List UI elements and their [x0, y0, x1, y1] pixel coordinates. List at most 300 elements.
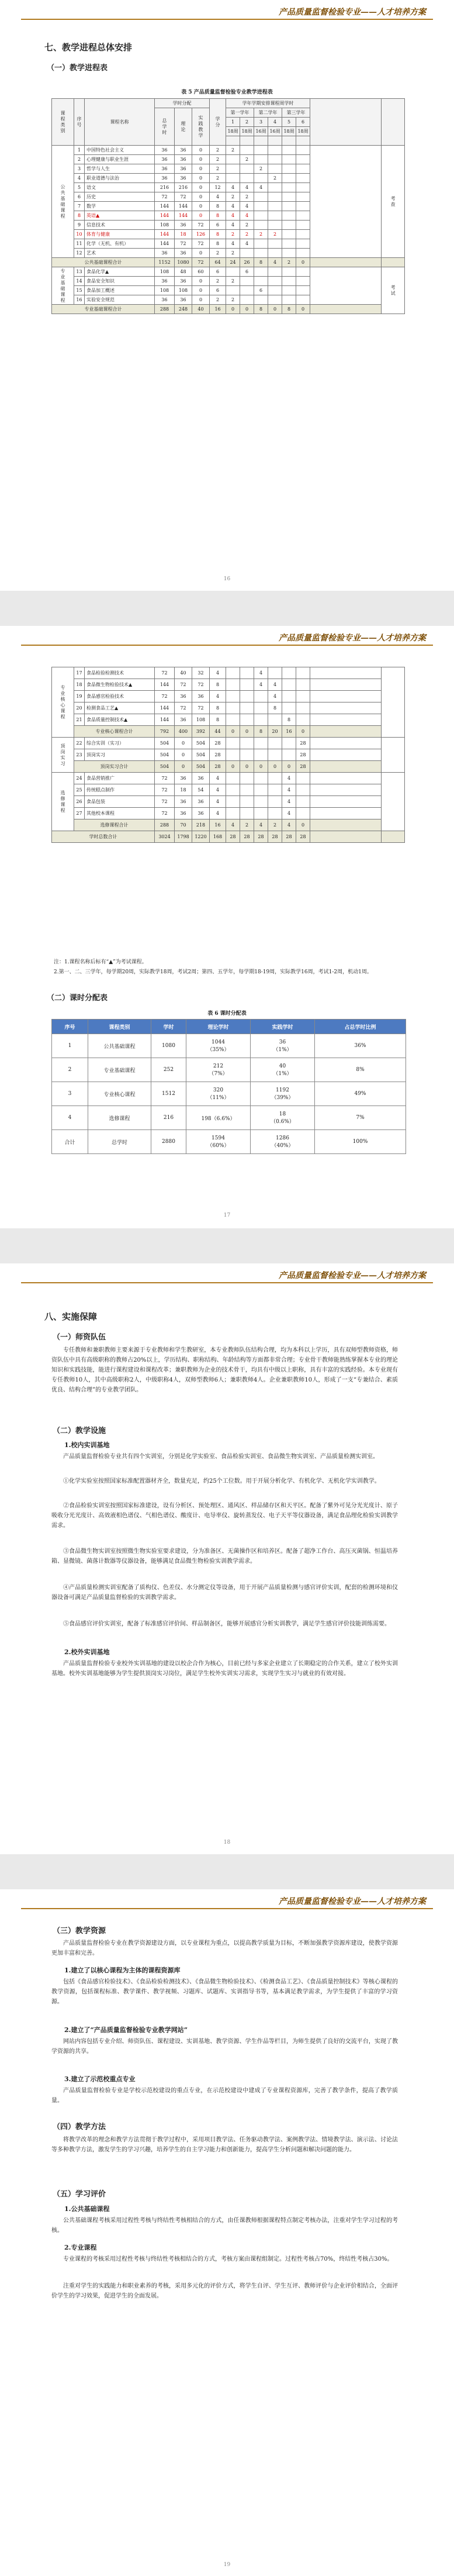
subtotal-cell: 0	[296, 305, 310, 314]
course-name: 体育与健康	[85, 230, 155, 239]
table-cell: 72	[192, 239, 210, 249]
table-cell	[282, 174, 296, 183]
category-cell: 专业基础课程	[52, 267, 74, 305]
table-cell: 72	[155, 796, 175, 808]
table-cell	[254, 174, 268, 183]
blank-cell	[310, 702, 382, 714]
table-cell: 4	[282, 796, 296, 808]
subtotal-cell: 专业核心课程合计	[74, 726, 155, 738]
table-cell: 6	[210, 267, 226, 277]
table-cell	[240, 749, 254, 761]
table-cell: 0	[192, 202, 210, 211]
subsection-evaluation: （五）学习评价	[53, 2190, 106, 2199]
t6-row	[52, 1106, 406, 1130]
table-cell: 504	[192, 749, 210, 761]
header-rule	[21, 19, 433, 20]
table-cell	[268, 784, 282, 796]
table-cell: 19	[74, 691, 85, 702]
table-cell: 144	[155, 714, 175, 726]
grand-total-cell: 28	[254, 831, 268, 843]
table-cell: 2	[268, 230, 282, 239]
table-cell	[240, 679, 254, 691]
course-name: 信息技术	[85, 221, 155, 230]
table-cell: 36	[175, 277, 192, 286]
course-name: 综合实训（实习）	[85, 738, 155, 749]
grand-total-cell: 28	[296, 831, 310, 843]
table-cell: 144	[175, 211, 192, 221]
quality-lab-paragraph: ④产品质量检测实训室配备了质构仪、色差仪、水分测定仪等设备，用于开展产品质量检测与感官评价实训，配套的检测环境和仪器设备可满足产品质量监督检验的实训教学需求。	[51, 1585, 398, 1601]
table-header-row	[52, 99, 405, 108]
table-cell: 25	[74, 784, 85, 796]
table-cell	[268, 146, 282, 155]
table-cell: 14	[74, 277, 85, 286]
table-row	[52, 691, 405, 702]
page-number: 18	[223, 1840, 231, 1845]
public-course-eval-heading: 1.公共基础课程	[64, 2205, 110, 2213]
table-row	[52, 146, 405, 155]
subtotal-cell: 24	[226, 258, 240, 267]
table-cell: 2	[254, 230, 268, 239]
subtotal-cell: 1152	[155, 258, 175, 267]
header-rule	[21, 1908, 433, 1909]
course-name: 其他校本课程	[85, 808, 155, 819]
table-cell: 36	[175, 174, 192, 183]
t6-cell: 公共基础课程	[88, 1034, 151, 1058]
grand-total-cell: 1220	[192, 831, 210, 843]
table-cell	[226, 784, 240, 796]
table-cell	[268, 155, 282, 164]
table-cell: 2	[210, 249, 226, 258]
table-cell	[254, 211, 268, 221]
table-cell	[282, 277, 296, 286]
subtotal-cell: 0	[296, 819, 310, 831]
page-number: 19	[223, 2562, 231, 2568]
table-cell: 4	[210, 784, 226, 796]
course-name: 实验安全规范	[85, 295, 155, 305]
page-gap	[0, 1228, 454, 1263]
section-7-title: 七、教学进程总体安排	[44, 42, 133, 53]
subtotal-row	[52, 258, 405, 267]
table-cell: 4	[226, 183, 240, 192]
table-cell	[240, 691, 254, 702]
table-cell: 0	[175, 738, 192, 749]
header-weeks: 18周	[240, 127, 254, 136]
micro-lab-paragraph: ③食品微生物实训室按照微生物实验室要求建设，分为准备区、无菌操作区和培养区。配备了超净工作台、高压灭菌锅、恒温培养箱、显微镜、菌落计数器等仪器设备，能够满足食品微生物检验实训教学需求。	[51, 1548, 398, 1565]
table-cell	[254, 221, 268, 230]
table-cell: 144	[155, 679, 175, 691]
table-note-1: 注：1.课程名称后标有“▲”为考试课程。	[54, 959, 147, 965]
table-cell: 2	[226, 295, 240, 305]
subtotal-cell: 0	[226, 761, 240, 773]
course-name: 食品检验检测技术	[85, 667, 155, 679]
t6-cell: 专业核心课程	[88, 1082, 151, 1106]
table-cell: 8	[282, 714, 296, 726]
table-cell: 28	[210, 738, 226, 749]
table-row	[52, 808, 405, 819]
table-cell: 4	[254, 183, 268, 192]
resource-library-paragraph: 包括《食品感官检验技术》、《食品检验检测技术》、《食品微生物检验技术》、《检测食品工艺》、《食品质量控制技术》等核心课程的教学资源，包括课程标准、教学课件、教学视频、习题库、试题库、实训指导书等，基本满足教学需求，为学生提供了丰富的学习资源。	[51, 1979, 398, 2005]
table-cell: 72	[155, 667, 175, 679]
t6-cell: 216	[151, 1106, 186, 1130]
subtotal-cell: 选修课程合计	[74, 819, 155, 831]
subtotal-cell: 288	[155, 819, 175, 831]
table-cell	[254, 691, 268, 702]
blank-cell	[310, 146, 382, 258]
pro-course-eval-heading: 2.专业课程	[64, 2244, 97, 2251]
assessment-cell: 考试	[382, 267, 405, 314]
t6-cell: 100%	[315, 1130, 406, 1154]
course-name: 食品营销推广	[85, 773, 155, 784]
t6-cell: 18 （0.6%）	[251, 1106, 315, 1130]
table-cell: 2	[210, 295, 226, 305]
table-cell	[282, 702, 296, 714]
table-cell	[268, 796, 282, 808]
table-cell: 40	[175, 667, 192, 679]
table-cell	[240, 174, 254, 183]
subtotal-cell: 0	[175, 761, 192, 773]
table-cell: 28	[296, 738, 310, 749]
table-row	[52, 702, 405, 714]
faculty-paragraph: 专任教师和兼职教师主要来源于专业教师和学生教研室，本专业教师队伍结构合理，均为本科以上学历，具有双师型教师资格，师资队伍中具有高级职称的教师占20%以上，学历结构、职称结构、年龄结构等方面都非常合理；专业骨干教师能熟练掌握本专业的理论知识和实践技能，能进行课程建设和课程改革；兼职教师为企业的技术骨干，均具有中级以上职称，具有丰富的实践经验。本专业现有专任教师10人，其中高级职称2人，中级职称4人，双师型教师6人；兼职教师4人。企业兼职教师10人，形成了一支“专兼结合、素质优良、结构合理”的专业教学团队。	[51, 1347, 398, 1393]
blank-cell	[310, 819, 382, 831]
t6-cell: 8%	[315, 1058, 406, 1082]
subtotal-cell: 72	[192, 258, 210, 267]
subtotal-cell: 1080	[175, 258, 192, 267]
subtotal-cell: 4	[254, 819, 268, 831]
blank-cell	[310, 749, 382, 761]
blank-cell	[310, 784, 382, 796]
subtotal-cell: 20	[268, 726, 282, 738]
table-cell: 126	[192, 230, 210, 239]
table-cell: 4	[226, 239, 240, 249]
table-cell	[296, 679, 310, 691]
page-gap	[0, 1854, 454, 1889]
blank-cell	[310, 691, 382, 702]
table-note-2: 2.第一、二、三学年，每学期20周，实际教学18周，考试2周；第四、五学年，每学期18-19周，实际教学16周，考试1-2周，机动1周。	[54, 969, 372, 975]
subtotal-cell: 0	[282, 761, 296, 773]
header-spacer	[240, 136, 254, 146]
grand-total-cell: 168	[210, 831, 226, 843]
subtotal-cell: 8	[254, 305, 268, 314]
table-cell: 8	[210, 230, 226, 239]
subtotal-cell: 28	[296, 761, 310, 773]
header-theory: 理论	[175, 108, 192, 146]
subtotal-row	[52, 819, 405, 831]
table-cell: 9	[74, 221, 85, 230]
table-cell	[282, 221, 296, 230]
food-test-lab-paragraph: ②食品检验实训室按照国家标准建设，设有分析区、预处理区、通风区、样品储存区和天平区。配备了紫外可见分光光度计、原子吸收分光光度计、高效液相色谱仪、气相色谱仪、酸度计、电导率仪、旋转蒸发仪、电子天平等仪器设备，满足食品理化检验实训教学需求。	[51, 1503, 398, 1529]
running-header: 产品质量监督检验专业——人才培养方案	[279, 1897, 426, 1906]
table-cell: 60	[192, 267, 210, 277]
assessment-cell	[382, 738, 405, 773]
grand-total-row	[52, 831, 405, 843]
blank-cell	[310, 714, 382, 726]
table-cell: 8	[268, 702, 282, 714]
table-cell: 5	[74, 183, 85, 192]
category-cell: 公共基础课程	[52, 146, 74, 258]
running-header: 产品质量监督检验专业——人才培养方案	[279, 1271, 426, 1280]
table-cell: 36	[175, 295, 192, 305]
header-practice: 实践教学	[192, 108, 210, 146]
page-16	[0, 0, 454, 591]
table-cell	[296, 221, 310, 230]
t6-cell: 7%	[315, 1106, 406, 1130]
table-cell: 15	[74, 286, 85, 295]
course-name: 顶岗实习	[85, 749, 155, 761]
table-cell: 18	[175, 230, 192, 239]
table-cell: 2	[210, 164, 226, 174]
table-cell: 36	[155, 155, 175, 164]
subtotal-cell: 0	[254, 761, 268, 773]
pro-course-eval-paragraph: 专业课程的考核采用过程性考核与终结性考核相结合的方式，考核方案由课程组制定。过程性考核占70%，终结性考核占30%。	[63, 2256, 393, 2262]
table-cell	[254, 773, 268, 784]
table-cell: 11	[74, 239, 85, 249]
page-gap	[0, 591, 454, 626]
subsection-resources: （三）教学资源	[53, 1927, 106, 1936]
subtotal-cell: 8	[254, 726, 268, 738]
table-cell	[268, 738, 282, 749]
table-cell: 8	[210, 202, 226, 211]
table-cell: 6	[74, 192, 85, 202]
subtotal-cell: 8	[282, 305, 296, 314]
table-cell	[296, 784, 310, 796]
table-cell: 36	[175, 249, 192, 258]
t6-cell: 合计	[52, 1130, 88, 1154]
table-cell: 4	[282, 784, 296, 796]
table-row	[52, 679, 405, 691]
table-cell: 72	[155, 773, 175, 784]
subtotal-cell: 0	[268, 305, 282, 314]
table-cell	[282, 192, 296, 202]
table-cell	[254, 192, 268, 202]
course-name: 食品化学▲	[85, 267, 155, 277]
table-cell: 4	[210, 192, 226, 202]
table-cell: 23	[74, 749, 85, 761]
blank-cell	[310, 831, 382, 843]
resource-library-heading: 1.建立了以核心课程为主体的课程资源库	[64, 1967, 181, 1974]
course-name: 哲学与人生	[85, 164, 155, 174]
t6-header-cell: 实践学时	[251, 1020, 315, 1034]
subtotal-cell: 16	[210, 305, 226, 314]
subtotal-cell: 4	[268, 258, 282, 267]
t6-cell: 2	[52, 1058, 88, 1082]
table-cell: 4	[210, 691, 226, 702]
table6-caption: 表 6 课时分配表	[207, 1011, 247, 1017]
t6-cell: 选修课程	[88, 1106, 151, 1130]
table-cell: 8	[210, 679, 226, 691]
category-cell: 顶岗实习	[52, 738, 74, 773]
table-cell: 4	[210, 796, 226, 808]
page-19	[0, 1889, 454, 2576]
table-cell	[226, 164, 240, 174]
website-paragraph: 网站内容包括专业介绍、师资队伍、课程建设、实训基地、教学资源、学生作品等栏目，为师生提供了良好的交流平台，实现了教学资源的共享。	[51, 2038, 398, 2055]
table-cell: 4	[226, 221, 240, 230]
table-cell: 2	[268, 174, 282, 183]
course-name: 传统糕点制作	[85, 784, 155, 796]
table-cell	[268, 773, 282, 784]
table-cell: 0	[192, 277, 210, 286]
subtotal-cell: 16	[282, 726, 296, 738]
table-cell	[268, 164, 282, 174]
table-cell	[296, 267, 310, 277]
header-weeks: 18周	[282, 127, 296, 136]
header-spacer	[226, 136, 240, 146]
table-cell: 2	[226, 230, 240, 239]
subtotal-cell: 0	[268, 761, 282, 773]
table-cell: 7	[74, 202, 85, 211]
table-cell: 6	[240, 267, 254, 277]
table-cell	[268, 286, 282, 295]
table-cell: 2	[226, 249, 240, 258]
subtotal-cell: 2	[268, 819, 282, 831]
table-cell	[268, 714, 282, 726]
table-cell: 18	[175, 784, 192, 796]
header-spacer	[282, 136, 296, 146]
subtotal-cell: 0	[296, 258, 310, 267]
table-cell: 4	[282, 773, 296, 784]
table-cell: 27	[74, 808, 85, 819]
table-cell: 2	[240, 155, 254, 164]
blank-cell	[382, 258, 405, 267]
table-cell: 108	[155, 267, 175, 277]
table-cell	[296, 174, 310, 183]
subsection-facilities: （二）教学设施	[53, 1427, 106, 1435]
t6-row	[52, 1034, 406, 1058]
table-cell: 2	[240, 221, 254, 230]
table-cell	[240, 714, 254, 726]
table-cell: 0	[192, 146, 210, 155]
table-cell	[226, 155, 240, 164]
table-cell: 36	[192, 691, 210, 702]
course-name: 检测食品工艺▲	[85, 702, 155, 714]
table-cell	[296, 183, 310, 192]
course-name: 语文	[85, 183, 155, 192]
table-cell: 4	[268, 691, 282, 702]
table-cell	[268, 267, 282, 277]
t6-cell: 1192 （39%）	[251, 1082, 315, 1106]
teaching-progress-table-cont	[51, 667, 405, 843]
teaching-progress-table	[51, 98, 405, 314]
subtotal-cell: 公共基础课程合计	[52, 258, 155, 267]
course-name: 艺术	[85, 249, 155, 258]
subtotal-cell: 0	[240, 305, 254, 314]
header-semester: 1	[226, 118, 240, 127]
table-cell: 504	[155, 749, 175, 761]
table-cell: 144	[155, 239, 175, 249]
header-total: 总学时	[155, 108, 175, 146]
table-cell	[268, 202, 282, 211]
table-cell: 36	[155, 249, 175, 258]
table-cell: 2	[226, 192, 240, 202]
table-cell: 12	[210, 183, 226, 192]
page-number: 16	[223, 576, 231, 582]
course-name: 食品感官检验技术	[85, 691, 155, 702]
table-cell	[282, 691, 296, 702]
table-cell	[296, 164, 310, 174]
table-cell	[240, 164, 254, 174]
table-cell: 4	[254, 679, 268, 691]
table-cell: 144	[155, 702, 175, 714]
table-cell	[282, 239, 296, 249]
subsection-methods: （四）教学方法	[53, 2123, 106, 2131]
header-spacer	[296, 136, 310, 146]
table-cell	[296, 249, 310, 258]
resources-intro: 产品质量监督检验专业在教学资源建设方面，以专业课程为重点，以提高教学质量为目标，不断加强教学资源库建设，使教学资源更加丰富和完善。	[51, 1940, 398, 1957]
table-cell: 2	[210, 155, 226, 164]
subtotal-cell: 70	[175, 819, 192, 831]
table-cell	[282, 679, 296, 691]
table-cell	[296, 714, 310, 726]
table-cell: 36	[155, 164, 175, 174]
subtotal-cell: 4	[226, 819, 240, 831]
course-name: 中国特色社会主义	[85, 146, 155, 155]
table-cell: 32	[192, 667, 210, 679]
table-cell	[296, 277, 310, 286]
table-cell	[254, 749, 268, 761]
table-cell: 216	[155, 183, 175, 192]
subtotal-cell: 专业基础课程合计	[52, 305, 155, 314]
t6-cell: 总学时	[88, 1130, 151, 1154]
table-cell: 8	[210, 714, 226, 726]
table-cell: 72	[155, 784, 175, 796]
table5-caption: 表 5 产品质量监督检验专业教学进程表	[181, 89, 273, 95]
subtotal-cell: 288	[155, 305, 175, 314]
course-name: 职业道德与法治	[85, 174, 155, 183]
t6-cell: 36%	[315, 1034, 406, 1058]
table-cell	[268, 749, 282, 761]
table-cell: 3	[74, 164, 85, 174]
course-name: 历史	[85, 192, 155, 202]
table-cell	[282, 286, 296, 295]
table-cell: 504	[192, 738, 210, 749]
table-cell: 216	[175, 183, 192, 192]
table-row	[52, 738, 405, 749]
table-cell: 0	[192, 174, 210, 183]
table-cell	[226, 749, 240, 761]
table-cell	[240, 277, 254, 286]
table-cell	[282, 267, 296, 277]
t6-cell: 1044 （35%）	[186, 1034, 251, 1058]
table-cell: 28	[210, 749, 226, 761]
table-cell: 72	[175, 192, 192, 202]
table-cell: 26	[74, 796, 85, 808]
header-year-1: 第一学年	[226, 108, 254, 118]
table-cell	[296, 146, 310, 155]
table-cell	[254, 808, 268, 819]
table-cell	[254, 702, 268, 714]
table-cell	[240, 295, 254, 305]
table-cell	[226, 773, 240, 784]
blank-cell	[310, 808, 382, 819]
table-cell	[240, 796, 254, 808]
table-cell	[296, 691, 310, 702]
table-cell: 0	[192, 164, 210, 174]
table-cell	[240, 249, 254, 258]
table-cell	[240, 773, 254, 784]
subtotal-cell: 504	[155, 761, 175, 773]
table-cell	[282, 183, 296, 192]
table-cell: 4	[240, 202, 254, 211]
table-row	[52, 667, 405, 679]
course-name: 心理健康与职业生涯	[85, 155, 155, 164]
subtotal-cell: 顶岗实习合计	[74, 761, 155, 773]
running-header: 产品质量监督检验专业——人才培养方案	[279, 8, 426, 17]
table-cell	[268, 211, 282, 221]
table-cell	[226, 691, 240, 702]
table-cell	[282, 155, 296, 164]
table-cell	[226, 714, 240, 726]
t6-cell: 4	[52, 1106, 88, 1130]
